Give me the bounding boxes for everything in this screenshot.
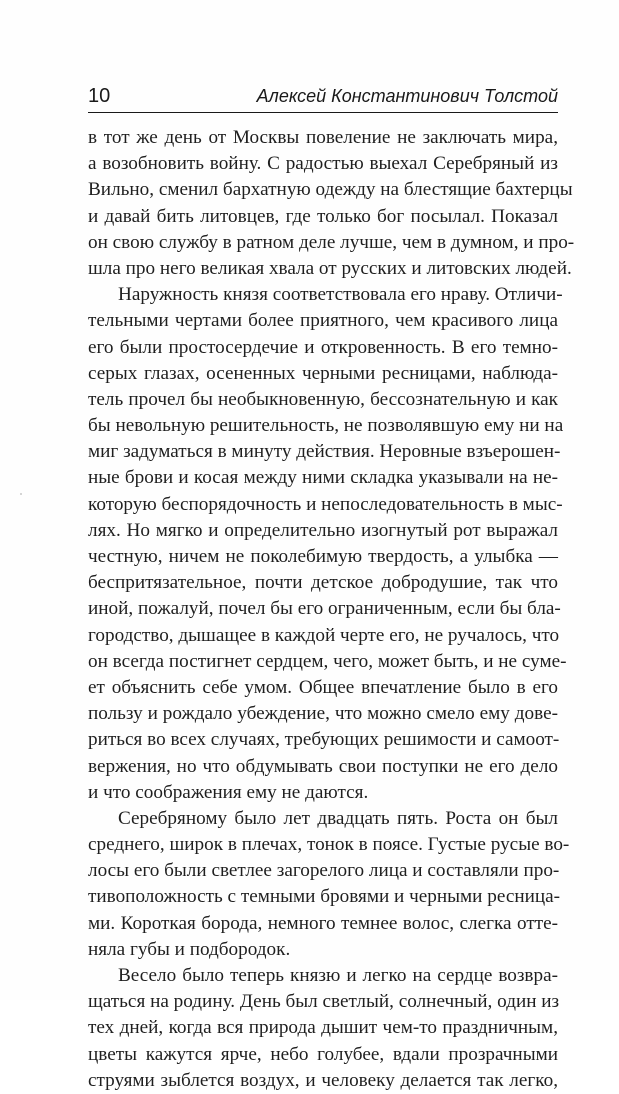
text-line: няла губы и подбородок. bbox=[88, 938, 291, 960]
text-line: а возобновить войну. С радостью выехал Серебряный из bbox=[88, 153, 558, 175]
body-text bbox=[88, 125, 575, 1094]
text-line: Весело было теперь князю и легко на сердце возвра- bbox=[118, 965, 558, 986]
text-line: ные брови и косая между ними складка указывали на не- bbox=[88, 467, 558, 489]
text-line: честную, ничем не поколебимую твердость, а улыбка — bbox=[88, 546, 558, 567]
text-line: шла про него великая хвала от русских и литовских людей. bbox=[88, 257, 572, 279]
text-line: в тот же день от Москвы повеление не заключать мира, bbox=[88, 127, 558, 148]
text-line: ми. Короткая борода, немного темнее волос, слегка отте- bbox=[88, 912, 558, 934]
text-line: щаться на родину. День был светлый, солнечный, один из bbox=[88, 991, 560, 1013]
page-number: 10 bbox=[88, 85, 111, 107]
text-line: Вильно, сменил бархатную одежду на блестящие бахтерцы bbox=[88, 179, 573, 201]
text-line: Серебряному было лет двадцать пять. Роста он был bbox=[118, 807, 558, 829]
text-line: он всегда постигнет сердцем, чего, может быть, и не суме- bbox=[88, 650, 567, 672]
text-line: цветы кажутся ярче, небо голубее, вдали прозрачными bbox=[88, 1043, 558, 1065]
text-line: лосы его были светлее загорелого лица и составляли про- bbox=[88, 860, 560, 882]
text-line: вержения, но что обдумывать свои поступки не его дело bbox=[88, 755, 558, 777]
text-line: и что соображения ему не даются. bbox=[88, 781, 369, 803]
text-line: тель прочел бы необыкновенную, бессознательную и как bbox=[88, 388, 558, 410]
text-line: и давай бить литовцев, где только бог посылал. Показал bbox=[88, 205, 558, 227]
text-line: риться во всех случаях, требующих решимости и самоот- bbox=[88, 729, 560, 751]
text-line: Наружность князя соответствовала его нраву. Отличи- bbox=[118, 284, 563, 306]
running-head-author: Алексей Константинович Толстой bbox=[256, 86, 558, 106]
text-line: которую беспорядочность и непоследовательность в мыс- bbox=[88, 493, 563, 515]
text-line: иной, пожалуй, почел бы его ограниченным, если бы бла- bbox=[88, 598, 561, 620]
page-header bbox=[88, 84, 558, 112]
text-line: серых глазах, осененных черными ресницами, наблюда- bbox=[88, 362, 558, 384]
text-line: среднего, широк в плечах, тонок в поясе. Густые русые во- bbox=[88, 834, 570, 856]
text-line: тельными чертами более приятного, чем красивого лица bbox=[88, 310, 558, 332]
text-line: его были простосердечие и откровенность. В его темно- bbox=[88, 336, 558, 358]
text-line: ет объяснить себе умом. Общее впечатление было в его bbox=[88, 676, 558, 698]
header-rule bbox=[88, 112, 558, 113]
text-line: он свою службу в ратном деле лучше, чем в думном, и про- bbox=[88, 231, 575, 253]
text-line: миг задуматься в минуту действия. Неровные взъерошен- bbox=[88, 441, 561, 463]
text-line: тивоположность с темными бровями и черными ресница- bbox=[88, 886, 561, 908]
text-line: струями зыблется воздух, и человеку делается так легко, bbox=[88, 1069, 558, 1091]
text-line: бы невольную решительность, не позволявшую ему ни на bbox=[88, 415, 564, 437]
text-line: тех дней, когда вся природа дышит чем-то праздничным, bbox=[88, 1017, 558, 1039]
text-line: городство, дышащее в каждой черте его, не ручалось, что bbox=[88, 624, 560, 646]
text-line: лях. Но мягко и определительно изогнутый рот выражал bbox=[88, 519, 558, 541]
scan-speck bbox=[20, 493, 22, 495]
text-line: пользу и рождало убеждение, что можно смело ему дове- bbox=[88, 703, 558, 725]
text-line: беспритязательное, почти детское добродушие, так что bbox=[88, 572, 558, 594]
